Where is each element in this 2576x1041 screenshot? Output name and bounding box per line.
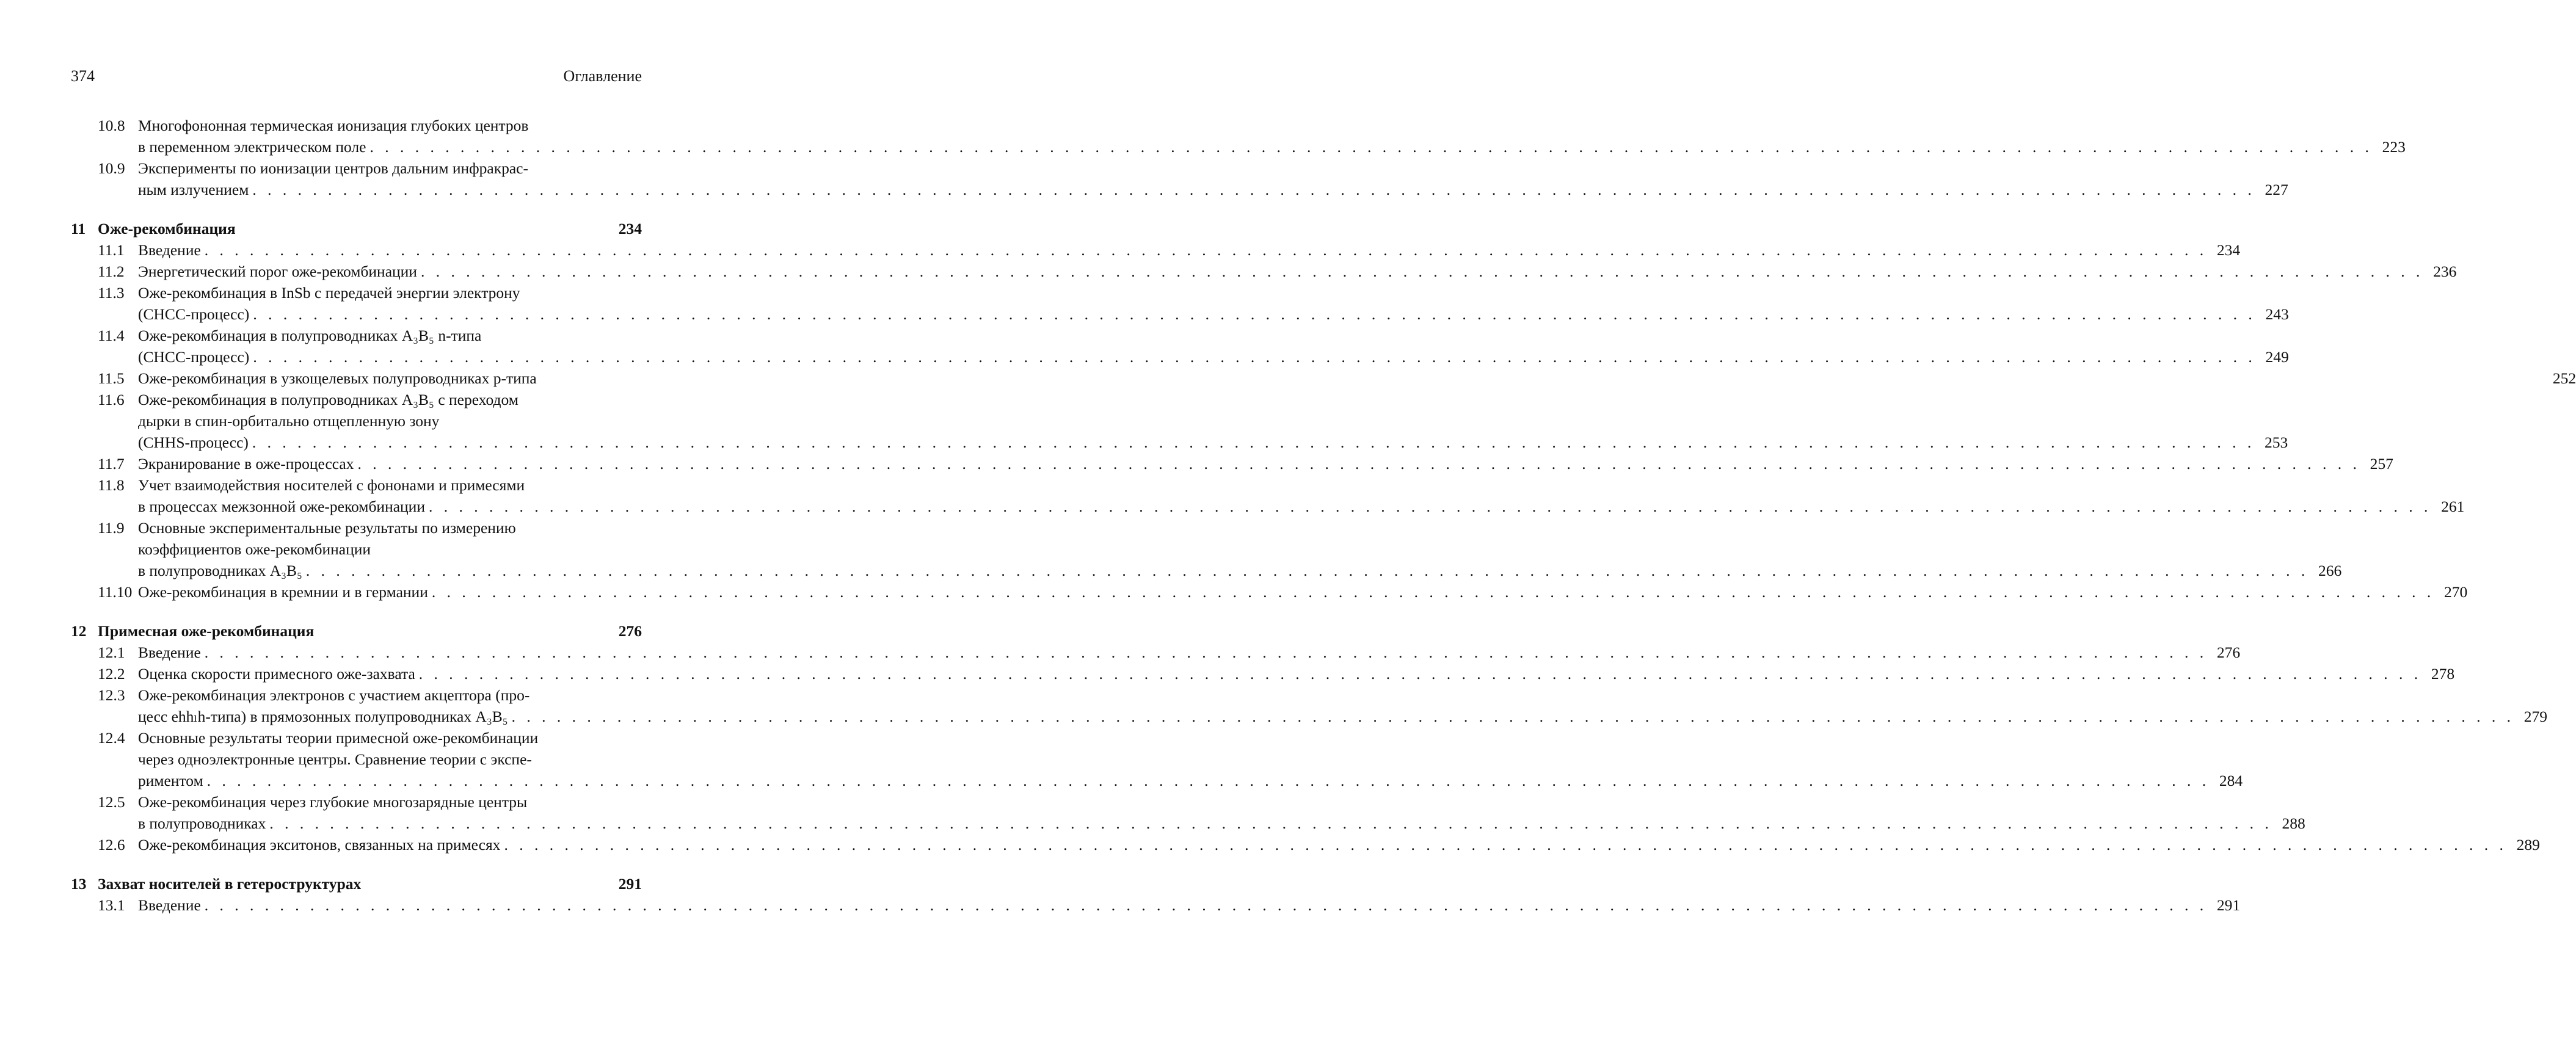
running-head (71, 66, 642, 87)
toc-entry[interactable] (71, 642, 2241, 663)
section-title-line: Оже-рекомбинация экситонов, связанных на примесях (138, 836, 501, 854)
section-title-line: Основные результаты теории примесной оже-рекомбинации (138, 729, 539, 747)
section-page-number: 234 (2216, 241, 2241, 259)
toc-entry[interactable] (71, 115, 2406, 158)
section-title (138, 158, 2288, 200)
section-title-line: (CHCC-процесс) (138, 305, 250, 323)
section-number: 12.6 (98, 836, 125, 854)
section-number: 11.9 (98, 519, 125, 537)
section-number: 12.1 (98, 644, 125, 661)
section-title (138, 642, 2240, 663)
dot-leader (253, 346, 2255, 368)
section-title-line: Оже-рекомбинация электронов с участием акцептора (про- (138, 686, 530, 704)
dot-leader (429, 496, 2431, 517)
section-number: 11.5 (98, 369, 125, 387)
section-title-line: в полупроводниках A₃B₅ (138, 562, 302, 579)
chapter-heading[interactable] (71, 218, 642, 239)
section-title-line: Оже-рекомбинация в полупроводниках A₃B₅ с переходом (138, 391, 518, 408)
section-title-line: в переменном электрическом поле (138, 138, 366, 156)
section-page-number: 278 (2431, 665, 2455, 683)
section-page-number: 227 (2265, 181, 2288, 198)
section-title (138, 894, 2240, 916)
section-page-number: 236 (2433, 263, 2457, 280)
toc-entry[interactable] (71, 834, 2540, 855)
section-page-number: 223 (2382, 138, 2406, 156)
section-number: 12.5 (98, 793, 125, 811)
section-title-last-line (138, 706, 2547, 727)
dot-leader (269, 813, 2272, 834)
section-title-last-line (138, 346, 2289, 368)
section-title-line: Оже-рекомбинация в кремнии и в германии (138, 583, 428, 601)
section-number: 12.3 (98, 686, 125, 704)
toc-entry[interactable] (71, 517, 2342, 581)
section-title-line: Оже-рекомбинация в полупроводниках A₃B₅ n-типа (138, 327, 482, 344)
section-number: 12.4 (98, 729, 125, 747)
section-title-line: Энергетический порог оже-рекомбинации (138, 263, 417, 280)
section-title-last-line (138, 642, 2240, 663)
section-page-number: 266 (2318, 562, 2342, 579)
section-title-last-line (138, 560, 2342, 581)
toc-entry[interactable] (71, 261, 2457, 282)
section-number: 11.4 (98, 327, 125, 344)
section-title (138, 834, 2540, 855)
section-title (138, 261, 2457, 282)
chapter-page-number: 276 (618, 622, 642, 640)
section-title-line: коэффициентов оже-рекомбинации (138, 540, 371, 558)
section-title-line: через одноэлектронные центры. Сравнение теории с экспе- (138, 750, 532, 768)
dot-leader (306, 560, 2309, 581)
chapter-title: Захват носителей в гетероструктурах (98, 875, 362, 893)
dot-leader (432, 581, 2434, 603)
section-number: 11.6 (98, 391, 125, 408)
section-title (138, 115, 2406, 158)
toc-entry[interactable] (71, 727, 2243, 791)
toc-entry[interactable] (71, 368, 2576, 389)
section-title-line: Введение (138, 241, 201, 259)
section-page-number: 279 (2523, 708, 2547, 725)
dot-leader (252, 432, 2255, 453)
toc-entry[interactable] (71, 894, 2241, 916)
section-title-line: в процессах межзонной оже-рекомбинации (138, 498, 425, 515)
section-title-last-line (138, 368, 2576, 389)
chapter-title: Оже-рекомбинация (98, 220, 236, 238)
page-number: 374 (71, 67, 95, 85)
dot-leader (205, 239, 2207, 261)
section-title (138, 389, 2288, 453)
section-title-line: Эксперименты по ионизации центров дальним инфракрас- (138, 159, 528, 177)
section-page-number: 284 (2219, 772, 2243, 789)
section-title-line: Введение (138, 896, 201, 914)
section-number: 10.9 (98, 159, 125, 177)
section-title-line: риментом (138, 772, 203, 789)
section-title-line: (CHHS-процесс) (138, 433, 249, 451)
chapter-number: 13 (71, 875, 87, 893)
toc-entry[interactable] (71, 325, 2289, 368)
chapter-heading[interactable] (71, 620, 642, 642)
section-title-last-line (138, 239, 2240, 261)
section-title-last-line (138, 303, 2289, 325)
section-title-line: Многофононная термическая ионизация глубоких центров (138, 117, 529, 134)
section-number: 11.3 (98, 284, 125, 302)
toc-entry[interactable] (71, 684, 2547, 727)
dot-leader (207, 770, 2210, 791)
section-title-last-line (138, 663, 2455, 684)
section-title-last-line (138, 261, 2457, 282)
section-title-line: цесс ehhₗh-типа) в прямозонных полупроводниках A₃B₅ (138, 708, 508, 725)
chapter-number: 11 (71, 220, 86, 238)
section-title (138, 325, 2289, 368)
section-number: 11.1 (98, 241, 125, 259)
toc-entry[interactable] (71, 581, 2468, 603)
toc-entry[interactable] (71, 791, 2305, 834)
section-page-number: 261 (2441, 498, 2465, 515)
section-number: 12.2 (98, 665, 125, 683)
section-page-number: 289 (2516, 836, 2540, 854)
section-title-line: (CHCC-процесс) (138, 348, 250, 366)
section-title-line: Оже-рекомбинация в узкощелевых полупроводниках p-типа (138, 369, 537, 387)
section-title (138, 282, 2289, 325)
section-page-number: 257 (2370, 455, 2393, 473)
section-page-number: 291 (2216, 896, 2241, 914)
dot-leader (419, 663, 2421, 684)
section-title-line: Введение (138, 644, 201, 661)
section-title-line: Экранирование в оже-процессах (138, 455, 354, 473)
section-title-last-line (138, 813, 2305, 834)
section-page-number: 253 (2265, 433, 2288, 451)
section-title (138, 474, 2465, 517)
dot-leader (253, 303, 2255, 325)
toc-entry[interactable] (71, 239, 2241, 261)
section-page-number: 288 (2282, 814, 2305, 832)
section-title (138, 663, 2455, 684)
section-title-last-line (138, 894, 2240, 916)
section-title (138, 684, 2547, 727)
dot-leader (421, 261, 2423, 282)
chapter-title: Примесная оже-рекомбинация (98, 622, 315, 640)
dot-leader (205, 894, 2207, 916)
section-number: 11.8 (98, 476, 125, 494)
toc-entry[interactable] (71, 282, 2289, 325)
toc-entry[interactable] (71, 474, 2465, 517)
section-title-line: Учет взаимодействия носителей с фононами и примесями (138, 476, 525, 494)
section-page-number: 243 (2265, 305, 2289, 323)
toc-entry[interactable] (71, 389, 2288, 453)
section-page-number: 252 (2552, 369, 2576, 387)
section-title-line: Оже-рекомбинация в InSb с передачей энергии электрону (138, 284, 520, 302)
chapter-number: 12 (71, 622, 87, 640)
section-number: 11.2 (98, 263, 125, 280)
section-title-last-line (138, 179, 2288, 200)
section-title-line: Оценка скорости примесного оже-захвата (138, 665, 415, 683)
section-page-number: 249 (2265, 348, 2289, 366)
section-title-last-line (138, 581, 2468, 603)
section-title-last-line (138, 496, 2465, 517)
section-title (138, 368, 2576, 389)
section-title (138, 791, 2305, 834)
dot-leader (205, 642, 2207, 663)
section-title-line: ным излучением (138, 181, 249, 198)
section-title (138, 727, 2243, 791)
section-title-line: дырки в спин-орбитально отщепленную зону (138, 412, 440, 430)
table-of-contents (71, 115, 2576, 916)
section-title (138, 517, 2342, 581)
section-title (138, 239, 2240, 261)
chapter-page-number: 291 (618, 875, 642, 893)
section-title-last-line (138, 834, 2540, 855)
section-title-last-line (138, 432, 2288, 453)
section-title-last-line (138, 136, 2406, 158)
dot-leader (504, 834, 2506, 855)
dot-leader (369, 136, 2372, 158)
chapter-page-number: 234 (618, 220, 642, 238)
chapter-heading[interactable] (71, 873, 642, 894)
section-title-line: Основные экспериментальные результаты по измерению (138, 519, 516, 537)
section-title-line: Оже-рекомбинация через глубокие многозарядные центры (138, 793, 528, 811)
toc-entry[interactable] (71, 453, 2393, 474)
section-number: 11.7 (98, 455, 125, 473)
section-title-last-line (138, 770, 2243, 791)
dot-leader (512, 706, 2514, 727)
section-number: 10.8 (98, 117, 125, 134)
toc-entry[interactable] (71, 158, 2288, 200)
section-page-number: 270 (2443, 583, 2468, 601)
toc-entry[interactable] (71, 663, 2455, 684)
section-title (138, 453, 2393, 474)
section-title (138, 581, 2468, 603)
running-title: Оглавление (563, 67, 642, 85)
section-number: 11.10 (98, 583, 133, 601)
section-page-number: 276 (2216, 644, 2241, 661)
dot-leader (357, 453, 2360, 474)
dot-leader (252, 179, 2255, 200)
section-title-line: в полупроводниках (138, 814, 266, 832)
section-number: 13.1 (98, 896, 125, 914)
section-title-last-line (138, 453, 2393, 474)
